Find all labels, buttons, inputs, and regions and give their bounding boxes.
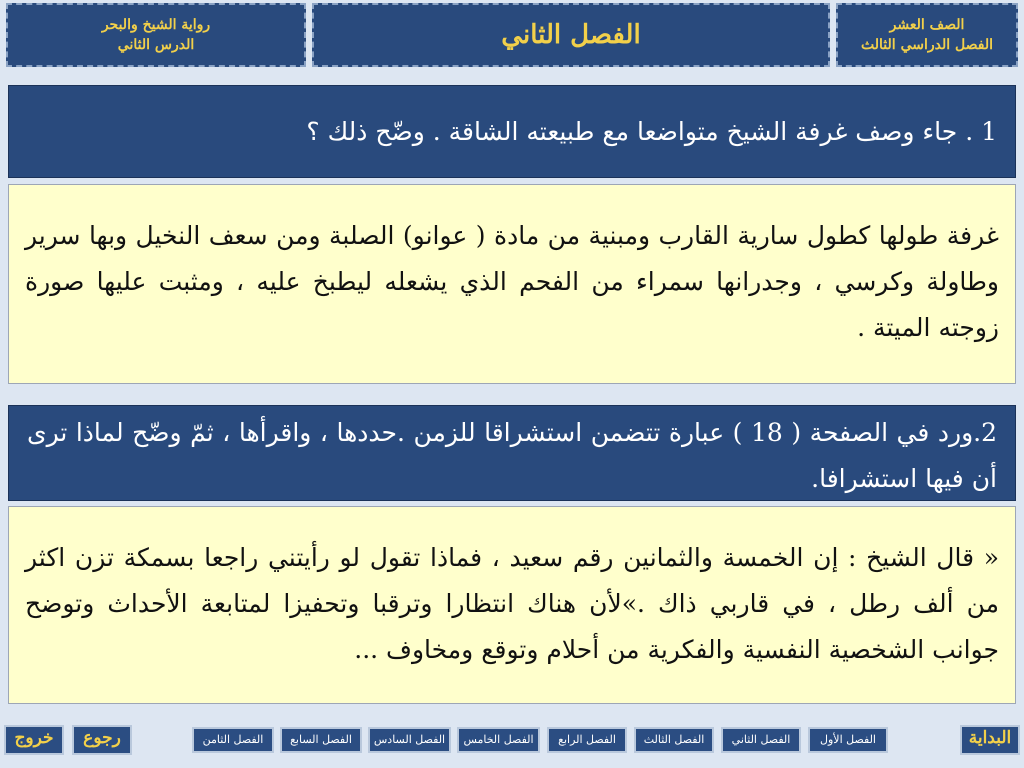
chapter-3-button[interactable]: الفصل الثالث bbox=[634, 727, 714, 753]
back-button[interactable]: رجوع bbox=[72, 725, 132, 755]
page-title: الفصل الثاني bbox=[501, 20, 641, 50]
lesson-label: الدرس الثاني bbox=[117, 37, 195, 53]
question-2 bbox=[8, 405, 1016, 501]
chapter-1-button[interactable]: الفصل الأول bbox=[808, 727, 888, 753]
start-button[interactable]: البداية bbox=[960, 725, 1020, 755]
chapter-7-button[interactable]: الفصل السابع bbox=[280, 727, 362, 753]
chapter-5-button[interactable]: الفصل الخامس bbox=[457, 727, 540, 753]
chapter-4-button[interactable]: الفصل الرابع bbox=[547, 727, 627, 753]
chapter-title-box bbox=[312, 3, 830, 67]
answer-2-text: « قال الشيخ : إن الخمسة والثمانين رقم سعيد ، فماذا تقول لو رأيتني راجعا بسمكة تزن اكثر من ألف رطل ، في قاربي ذاك .»لأن هناك انتظارا وترقبا وتحفيزا لمتابعة الأحداث وتوضح جوانب الشخصية النفسية والفكرية من أحلام وتوقع ومخاوف ... bbox=[25, 543, 999, 664]
bottom-navigation bbox=[0, 723, 1024, 763]
question-1-text: 1 . جاء وصف غرفة الشيخ متواضعا مع طبيعته الشاقة . وضّح ذلك ؟ bbox=[306, 116, 997, 146]
semester-label: الفصل الدراسي الثالث bbox=[861, 37, 993, 53]
chapter-8-button[interactable]: الفصل الثامن bbox=[192, 727, 274, 753]
grade-label: الصف العشر bbox=[889, 17, 965, 33]
question-2-text: 2.ورد في الصفحة ( 18 ) عبارة تتضمن استشراقا للزمن .حددها ، واقرأها ، ثمّ وضّح لماذا ترى أن فيها استشرافا. bbox=[27, 418, 998, 493]
question-1 bbox=[8, 85, 1016, 178]
chapter-6-button[interactable]: الفصل السادس bbox=[368, 727, 451, 753]
novel-lesson-box bbox=[6, 3, 306, 67]
answer-1 bbox=[8, 184, 1016, 384]
chapter-2-button[interactable]: الفصل الثاني bbox=[721, 727, 801, 753]
answer-2 bbox=[8, 506, 1016, 704]
answer-1-text: غرفة طولها كطول سارية القارب ومبنية من مادة ( عوانو) الصلبة ومن سعف النخيل وبها سرير وطاولة وكرسي ، وجدرانها سمراء من الفحم الذي يشعله ليطبخ عليه ، ومثبت عليها صورة زوجته الميتة . bbox=[25, 221, 999, 342]
exit-button[interactable]: خروج bbox=[4, 725, 64, 755]
grade-semester-box bbox=[836, 3, 1018, 67]
novel-title: رواية الشيخ والبحر bbox=[101, 17, 211, 33]
